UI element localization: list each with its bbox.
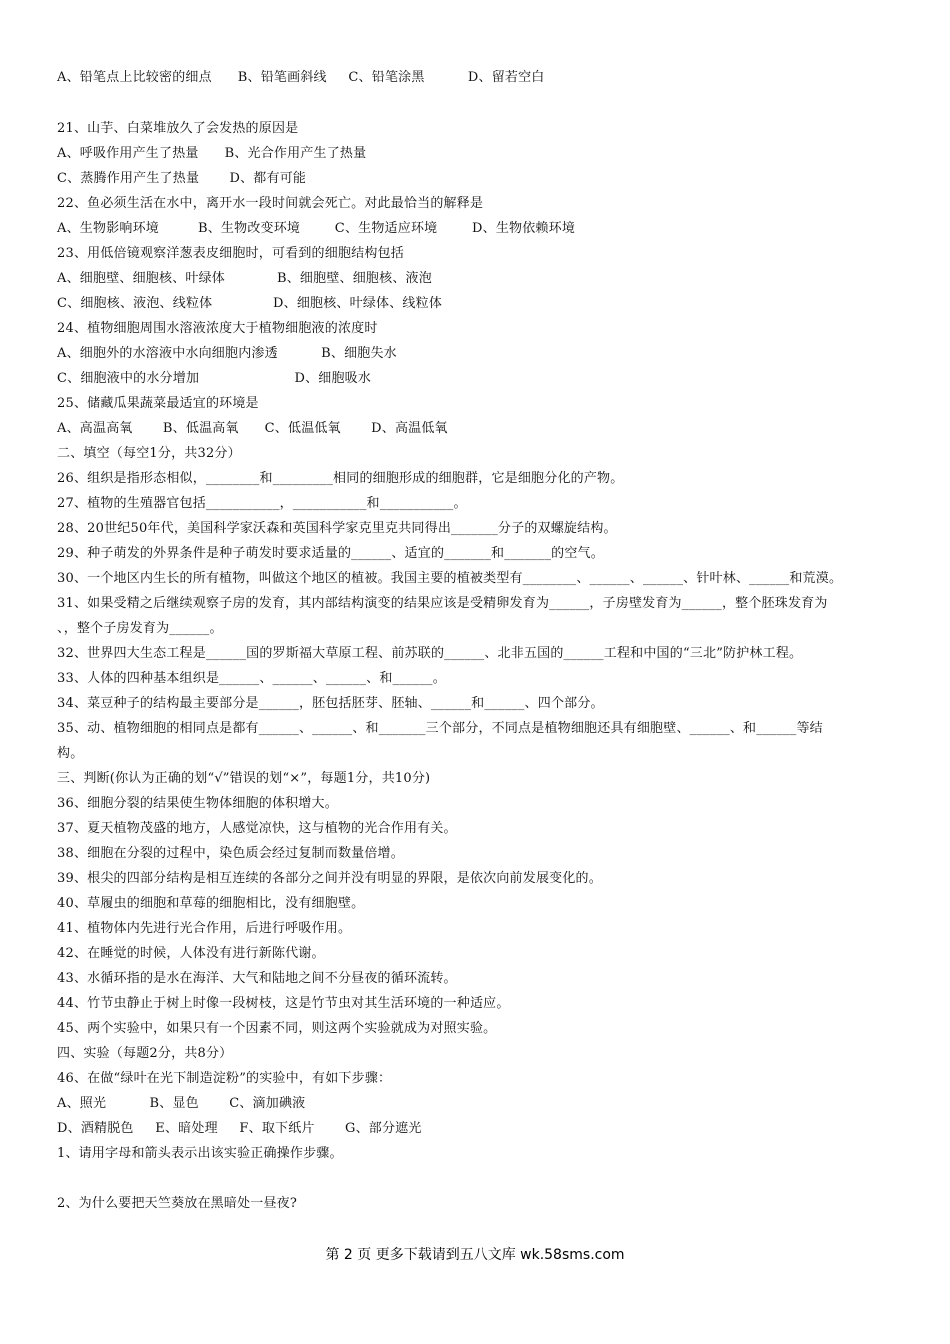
question-45: 45、两个实验中，如果只有一个因素不同，则这两个实验就成为对照实验。 [57, 1021, 497, 1036]
text-line: A、细胞壁、细胞核、叶绿体 B、细胞壁、细胞核、液泡 [57, 271, 432, 286]
question-41: 41、植物体内先进行光合作用，后进行呼吸作用。 [57, 921, 352, 936]
text-line: A、铅笔点上比较密的细点 B、铅笔画斜线 C、铅笔涂黑 D、留若空白 [57, 70, 545, 85]
text-line: C、细胞核、液泡、线粒体 D、细胞核、叶绿体、线粒体 [57, 296, 443, 311]
text-line: A、生物影响环境 B、生物改变环境 C、生物适应环境 D、生物依赖环境 [57, 221, 576, 236]
question-34: 34、菜豆种子的结构最主要部分是______，胚包括胚芽、胚轴、______和______、四个部分。 [57, 696, 604, 711]
question-33: 33、人体的四种基本组织是______、______、______、和______。 [57, 671, 446, 686]
text-line: A、呼吸作用产生了热量 B、光合作用产生了热量 [57, 146, 367, 161]
question-38: 38、细胞在分裂的过程中，染色质会经过复制而数量倍增。 [57, 846, 404, 861]
question-42: 42、在睡觉的时候，人体没有进行新陈代谢。 [57, 946, 325, 961]
question-32: 32、世界四大生态工程是______国的罗斯福大草原工程、前苏联的______、北非五国的______工程和中国的“三北”防护林工程。 [57, 646, 803, 661]
text-line: A、照光 B、显色 C、滴加碘液 [57, 1096, 306, 1111]
sub-question-2: 2、为什么要把天竺葵放在黑暗处一昼夜? [57, 1196, 298, 1211]
sub-question-1: 1、请用字母和箭头表示出该实验正确操作步骤。 [57, 1146, 343, 1161]
question-39: 39、根尖的四部分结构是相互连续的各部分之间并没有明显的界限，是依次向前发展变化的。 [57, 871, 602, 886]
question-43: 43、水循环指的是水在海洋、大气和陆地之间不分昼夜的循环流转。 [57, 971, 457, 986]
text-line: D、酒精脱色 E、暗处理 F、取下纸片 G、部分遮光 [57, 1121, 422, 1136]
question-46: 46、在做“绿叶在光下制造淀粉”的实验中，有如下步骤： [57, 1071, 392, 1086]
question-36: 36、细胞分裂的结果使生物体细胞的体积增大。 [57, 796, 338, 811]
text-line: A、高温高氧 B、低温高氧 C、低温低氧 D、高温低氧 [57, 421, 448, 436]
question-30: 30、一个地区内生长的所有植物，叫做这个地区的植被。我国主要的植被类型有________、______、______、针叶林、______和荒漠。 [57, 571, 843, 586]
question-28: 28、20世纪50年代，美国科学家沃森和英国科学家克里克共同得出_______分子的双螺旋结构。 [57, 521, 617, 536]
question-23: 23、用低倍镜观察洋葱表皮细胞时，可看到的细胞结构包括 [57, 246, 404, 261]
text-line: C、细胞液中的水分增加 D、细胞吸水 [57, 371, 372, 386]
section-heading: 四、实验（每题2分，共8分） [57, 1046, 233, 1061]
question-27: 27、植物的生殖器官包括___________，___________和___________。 [57, 496, 467, 511]
section-heading: 三、判断(你认为正确的划“√”错误的划“×”，每题1分，共10分) [57, 771, 431, 786]
page-footer: 第 2 页 更多下载请到五八文库 wk.58sms.com [325, 1247, 625, 1263]
question-22: 22、鱼必须生活在水中，离开水一段时间就会死亡。对此最恰当的解释是 [57, 196, 484, 211]
question-40: 40、草履虫的细胞和草莓的细胞相比，没有细胞壁。 [57, 896, 365, 911]
text-line: C、蒸腾作用产生了热量 D、都有可能 [57, 171, 307, 186]
question-35: 35、动、植物细胞的相同点是都有______、______、和_______三个部分，不同点是植物细胞还具有细胞壁、______、和______等结 [57, 721, 823, 736]
question-29: 29、种子萌发的外界条件是种子萌发时要求适量的______、适宜的_______和_______的空气。 [57, 546, 604, 561]
question-31: 31、如果受精之后继续观察子房的发育，其内部结构演变的结果应该是受精卵发育为______，子房壁发育为______，整个胚珠发育为 [57, 596, 828, 611]
text-line: A、细胞外的水溶液中水向细胞内渗透 B、细胞失水 [57, 346, 397, 361]
question-25: 25、储藏瓜果蔬菜最适宜的环境是 [57, 396, 259, 411]
question-24: 24、植物细胞周围水溶液浓度大于植物细胞液的浓度时 [57, 321, 378, 336]
text-line: 构。 [57, 746, 84, 761]
question-26: 26、组织是指形态相似，________和_________相同的细胞形成的细胞群，它是细胞分化的产物。 [57, 471, 624, 486]
text-line: 、，整个子房发育为______。 [57, 621, 223, 636]
question-44: 44、竹节虫静止于树上时像一段树枝，这是竹节虫对其生活环境的一种适应。 [57, 996, 510, 1011]
question-21: 21、山芋、白菜堆放久了会发热的原因是 [57, 121, 299, 136]
question-37: 37、夏天植物茂盛的地方，人感觉凉快，这与植物的光合作用有关。 [57, 821, 457, 836]
section-heading: 二、填空（每空1分，共32分） [57, 446, 241, 461]
